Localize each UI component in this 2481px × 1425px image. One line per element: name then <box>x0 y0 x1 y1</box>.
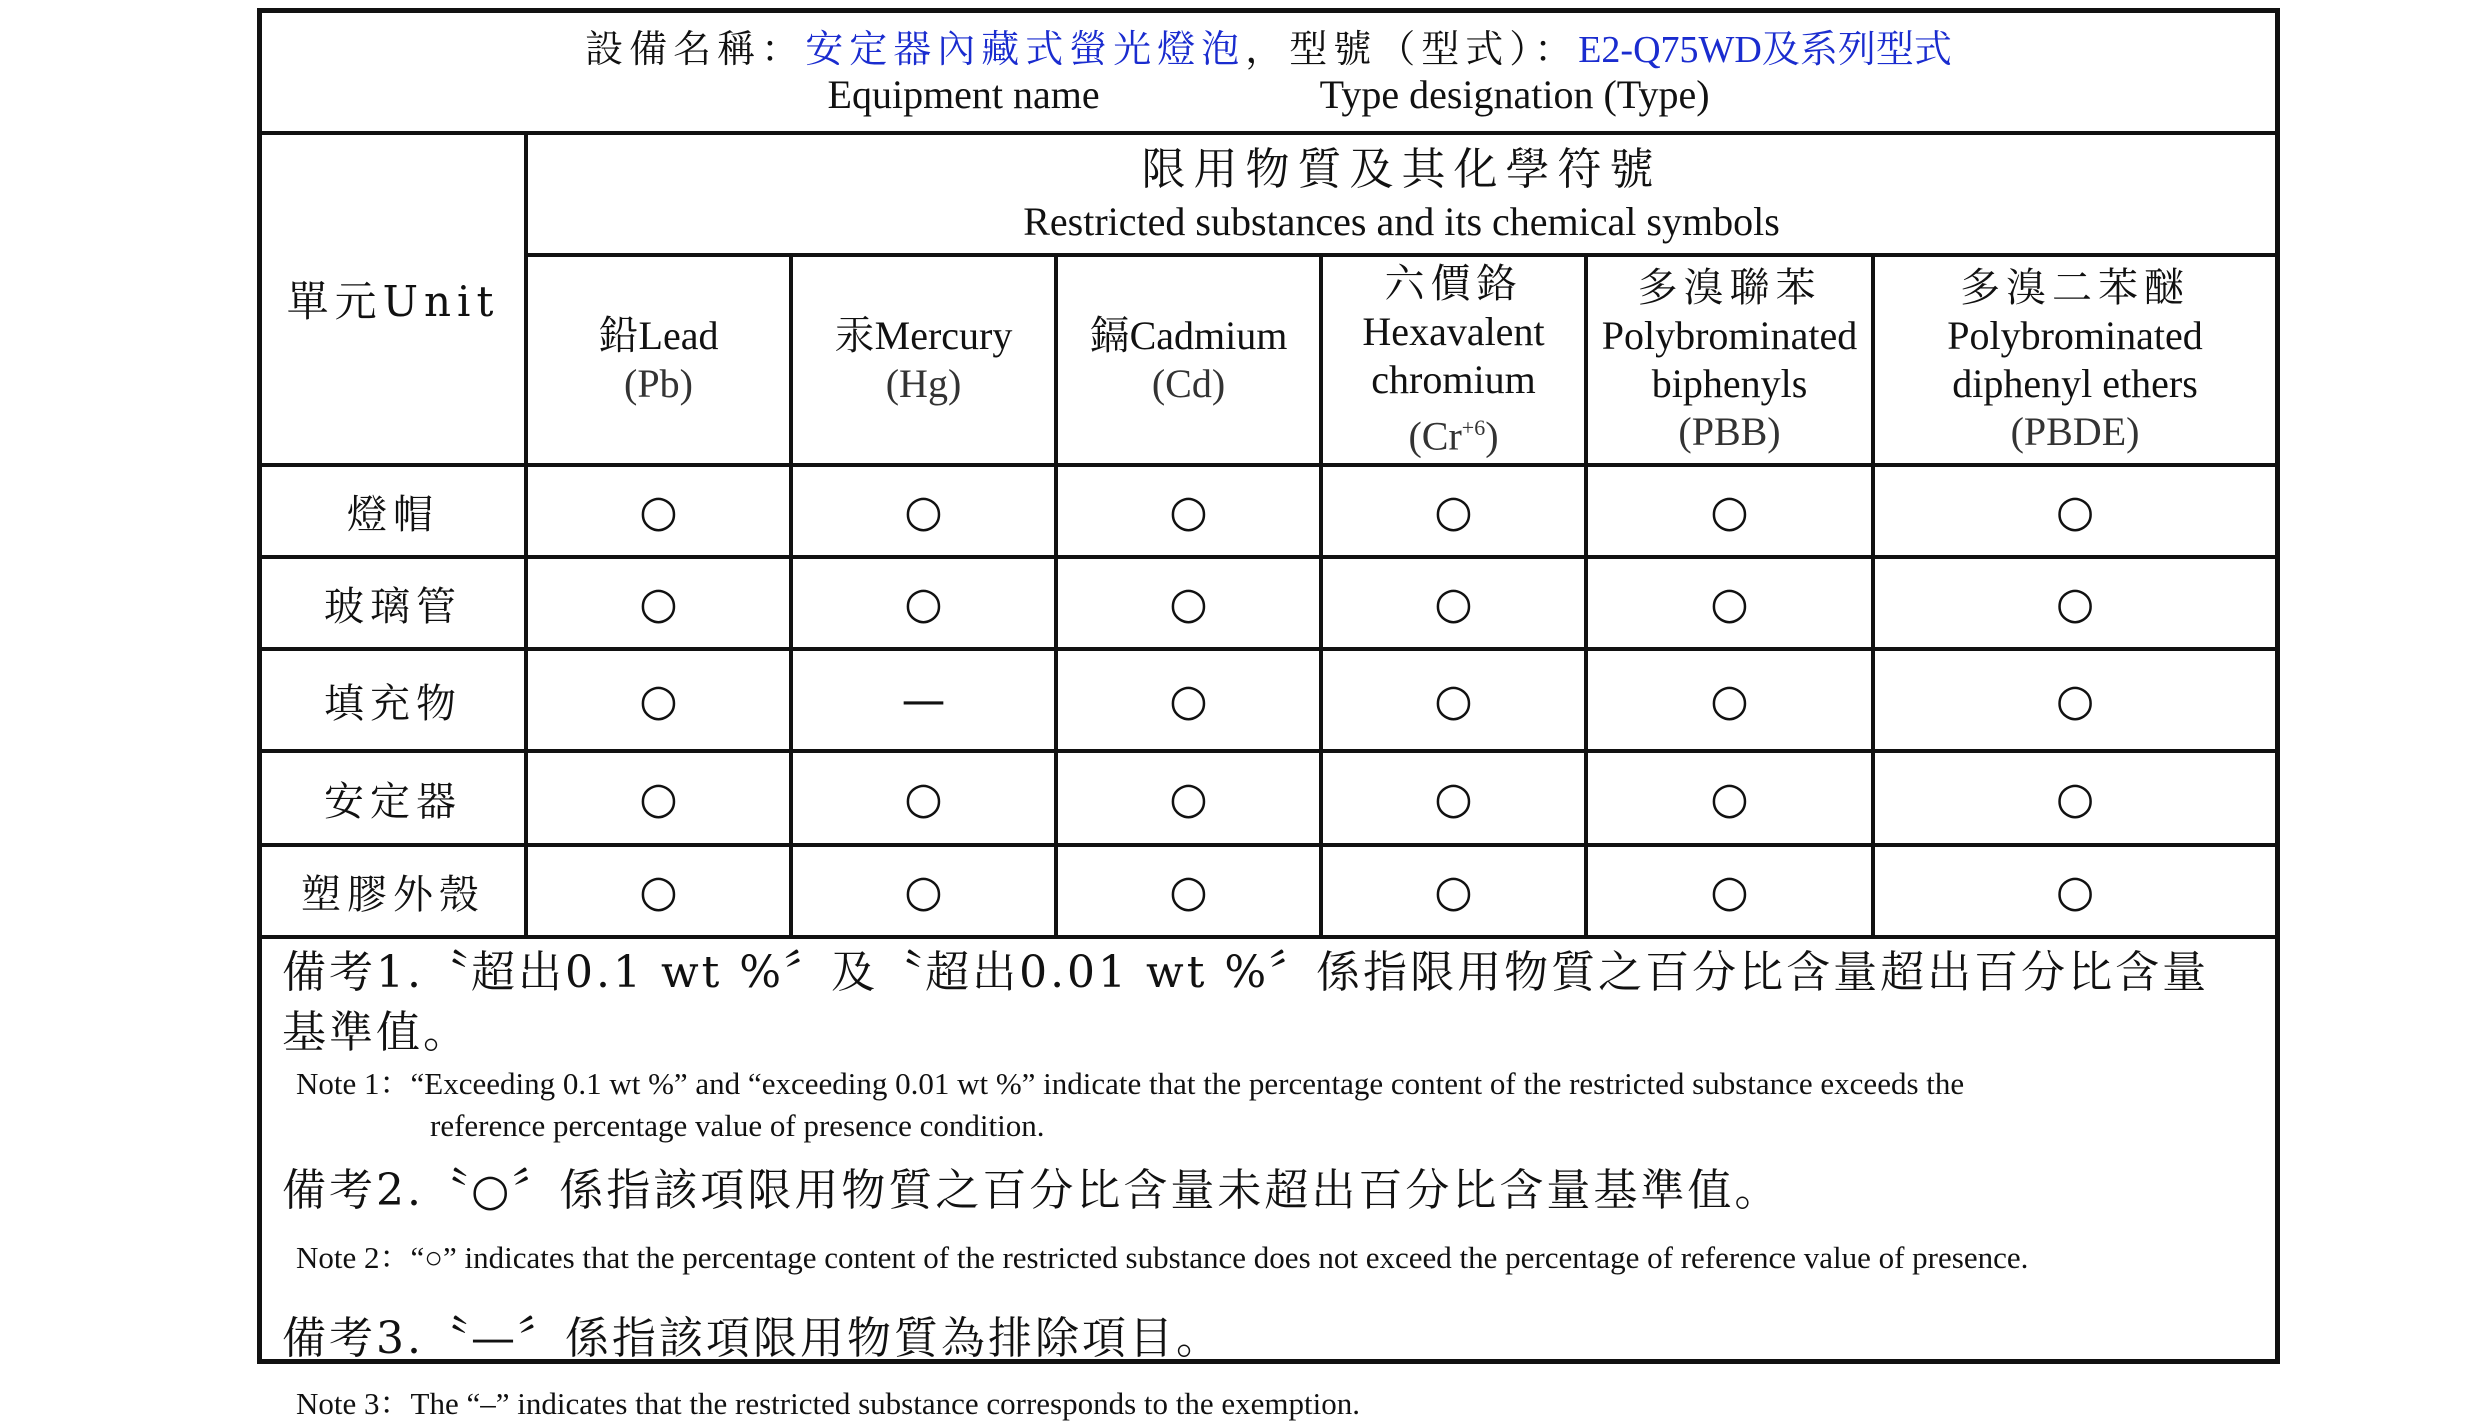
restricted-substances-zh: 限用物質及其化學符號 <box>1141 145 1662 194</box>
column-header-pbb: 多溴聯苯 Polybrominated biphenyls (PBB) <box>1586 255 1873 465</box>
row-label: 安定器 <box>262 751 526 845</box>
note-2-zh: 備考2.〝○〞係指該項限用物質之百分比含量未超出百分比含量基準值。 <box>282 1165 1782 1216</box>
equipment-name-value: 安定器內藏式螢光燈泡 <box>805 26 1246 71</box>
unit-header: 單元Unit <box>262 133 526 465</box>
table-row <box>262 845 2275 937</box>
presence-mark: ○ <box>526 845 791 937</box>
presence-mark: ○ <box>1321 845 1586 937</box>
note-3 <box>282 1309 2242 1425</box>
presence-mark: ○ <box>791 465 1056 557</box>
presence-mark: ○ <box>1056 649 1321 751</box>
presence-mark: ○ <box>1321 557 1586 649</box>
notes-section <box>282 943 2242 1425</box>
presence-mark: ○ <box>1321 465 1586 557</box>
presence-mark: ○ <box>791 845 1056 937</box>
restricted-substances-table <box>262 13 2275 939</box>
note-3-en: Note 3：The “–” indicates that the restricted substance corresponds to the exemption. <box>296 1386 1360 1421</box>
note-2-en: Note 2：“○” indicates that the percentage content of the restricted substance does not exceed the percentage of reference value of presence. <box>296 1240 2029 1275</box>
restricted-substances-header <box>526 133 2275 255</box>
presence-mark: ○ <box>1586 845 1873 937</box>
presence-mark: — <box>791 649 1056 751</box>
note-1-en: Note 1：“Exceeding 0.1 wt %” and “exceeding 0.01 wt %” indicate that the percentage content of the restricted substance exceeds the <box>296 1066 1965 1101</box>
restricted-substances-en: Restricted substances and its chemical symbols <box>1023 199 1780 244</box>
table-row <box>262 557 2275 649</box>
note-3-zh: 備考3.〝—〞係指該項限用物質為排除項目。 <box>282 1313 1223 1364</box>
presence-mark: ○ <box>1873 465 2275 557</box>
row-label: 填充物 <box>262 649 526 751</box>
presence-mark: ○ <box>1873 845 2275 937</box>
column-header-hexavalent-chromium: 六價鉻 Hexavalent chromium $(Cr^{+6})$ <box>1321 255 1586 465</box>
note-1 <box>282 943 2242 1147</box>
type-label-zh: ，型號（型式）： <box>1245 26 1579 71</box>
presence-mark: ○ <box>526 465 791 557</box>
presence-mark: ○ <box>1873 751 2275 845</box>
column-header-mercury: 汞Mercury (Hg) <box>791 255 1056 465</box>
presence-mark: ○ <box>1321 649 1586 751</box>
rohs-declaration-frame <box>257 8 2280 1421</box>
presence-mark: ○ <box>1321 751 1586 845</box>
table-row <box>262 751 2275 845</box>
note-1-zh: 備考1.〝超出0.1 wt %〞及〝超出0.01 wt %〞係指限用物質之百分比含量超出百分比含量基準值。 <box>282 947 2210 1058</box>
row-label: 燈帽 <box>262 465 526 557</box>
type-label-en: Type designation (Type) <box>1319 71 1710 117</box>
note-1-en-continued: reference percentage value of presence condition. <box>430 1108 1045 1143</box>
table-row <box>262 649 2275 751</box>
column-header-cadmium: 鎘Cadmium (Cd) <box>1056 255 1321 465</box>
table-row <box>262 465 2275 557</box>
presence-mark: ○ <box>1586 649 1873 751</box>
row-label: 塑膠外殼 <box>262 845 526 937</box>
presence-mark: ○ <box>526 751 791 845</box>
presence-mark: ○ <box>1586 465 1873 557</box>
column-header-pbde: 多溴二苯醚 Polybrominated diphenyl ethers (PBDE) <box>1873 255 2275 465</box>
presence-mark: ○ <box>1586 751 1873 845</box>
column-header-lead: 鉛Lead (Pb) <box>526 255 791 465</box>
presence-mark: ○ <box>1873 557 2275 649</box>
presence-mark: ○ <box>1873 649 2275 751</box>
presence-mark: ○ <box>791 557 1056 649</box>
presence-mark: ○ <box>526 557 791 649</box>
type-designation-value: E2-Q75WD及系列型式 <box>1578 28 1952 71</box>
presence-mark: ○ <box>526 649 791 751</box>
row-label: 玻璃管 <box>262 557 526 649</box>
presence-mark: ○ <box>1586 557 1873 649</box>
presence-mark: ○ <box>791 751 1056 845</box>
presence-mark: ○ <box>1056 751 1321 845</box>
equipment-header <box>262 13 2275 133</box>
equipment-label-en: Equipment name <box>827 71 1100 117</box>
note-2 <box>282 1161 2242 1279</box>
presence-mark: ○ <box>1056 465 1321 557</box>
presence-mark: ○ <box>1056 557 1321 649</box>
equipment-label-zh: 設備名稱： <box>585 26 806 71</box>
presence-mark: ○ <box>1056 845 1321 937</box>
